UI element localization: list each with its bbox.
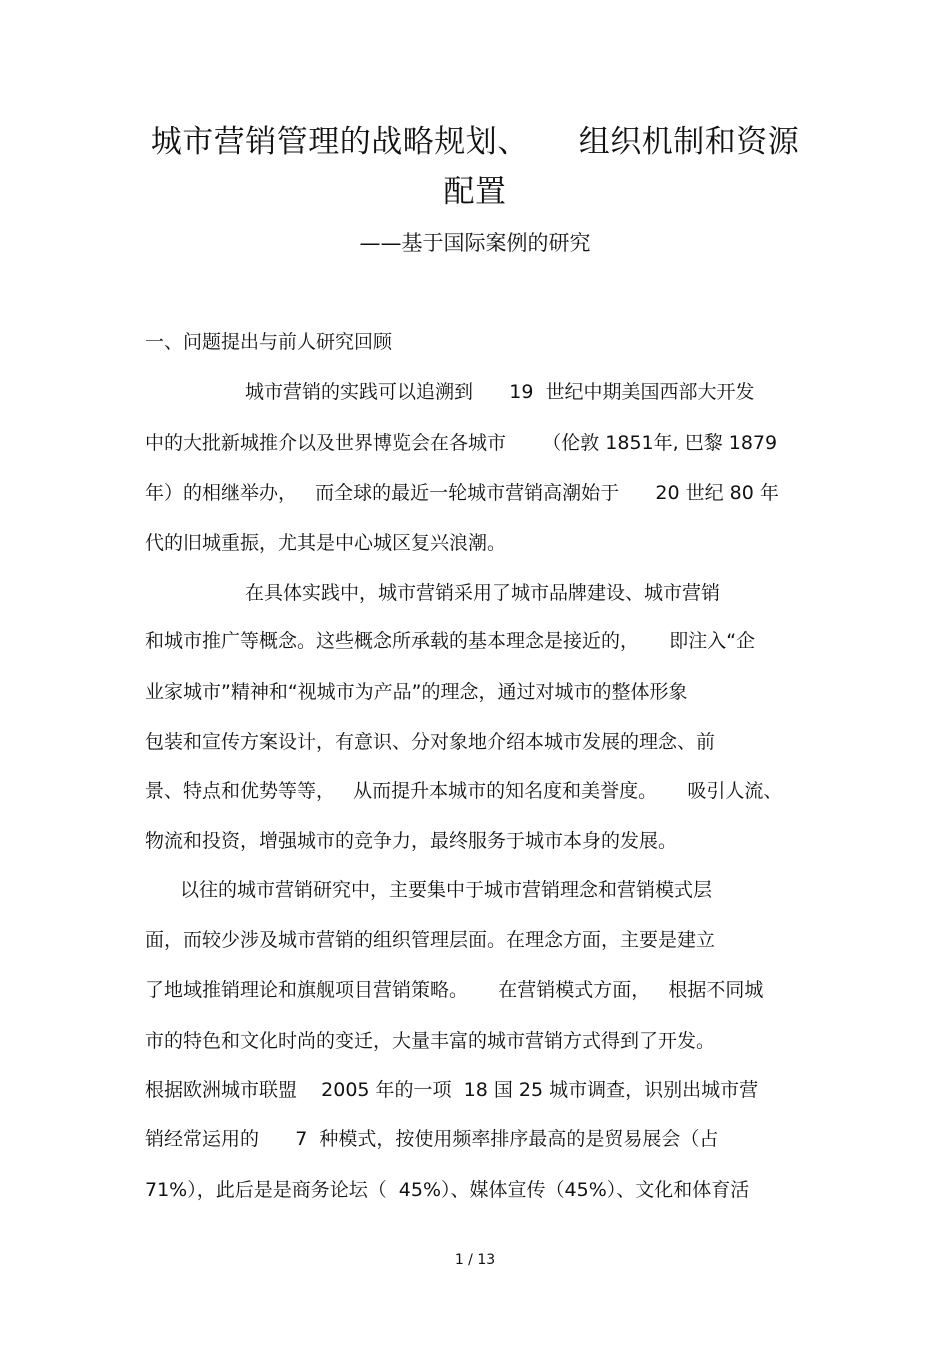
text-line: 以往的城市营销研究中，主要集中于城市营销理念和营销模式层 (180, 879, 713, 901)
text-line: 在具体实践中，城市营销采用了城市品牌建设、城市营销 (245, 582, 721, 604)
title-part-1: 城市营销管理的战略规划、 (150, 124, 529, 160)
text-line: 市的特色和文化时尚的变迁，大量丰富的城市营销方式得到了开发。 (145, 1030, 716, 1052)
text-line: 年）的相继举办， 而全球的最近一轮城市营销高潮始于 20 世纪 80 年 (145, 482, 779, 504)
subtitle: ——基于国际案例的研究 (359, 231, 591, 255)
text-line: 中的大批新城推介以及世界博览会在各城市 （伦敦 1851年, 巴黎 1879 (145, 432, 778, 454)
title-line-2: 配置 (443, 174, 507, 210)
text-line: 根据欧洲城市联盟 2005 年的一项 18 国 25 城市调查，识别出城市营 (145, 1079, 759, 1101)
text-line: 物流和投资，增强城市的竞争力，最终服务于城市本身的发展。 (145, 830, 678, 852)
section-heading: 一、问题提出与前人研究回顾 (145, 331, 393, 353)
text-line: 包装和宣传方案设计，有意识、分对象地介绍本城市发展的理念、前 (145, 731, 716, 753)
title-line-1 (0, 122, 950, 162)
text-line: 71%），此后是是商务论坛（ 45%）、媒体宣传（45%）、文化和体育活 (145, 1179, 750, 1201)
text-line: 面，而较少涉及城市营销的组织管理层面。在理念方面，主要是建立 (145, 929, 716, 951)
text-line: 了地域推销理论和旗舰项目营销策略。 在营销模式方面， 根据不同城 (145, 979, 764, 1001)
text-line: 城市营销的实践可以追溯到 19 世纪中期美国西部大开发 (245, 381, 755, 403)
text-line: 和城市推广等概念。这些概念所承载的基本理念是接近的， 即注入“企 (145, 630, 756, 652)
text-line: 代的旧城重振，尤其是中心城区复兴浪潮。 (145, 532, 507, 554)
title-part-2: 组织机制和资源 (578, 124, 800, 160)
text-line: 业家城市”精神和“视城市为产品”的理念，通过对城市的整体形象 (145, 681, 688, 703)
text-line: 景、特点和优势等等， 从而提升本城市的知名度和美誉度。 吸引人流、 (145, 780, 783, 802)
text-line: 销经常运用的 7 种模式，按使用频率排序最高的是贸易展会（占 (145, 1128, 719, 1150)
page-number: 1 / 13 (454, 1252, 496, 1268)
